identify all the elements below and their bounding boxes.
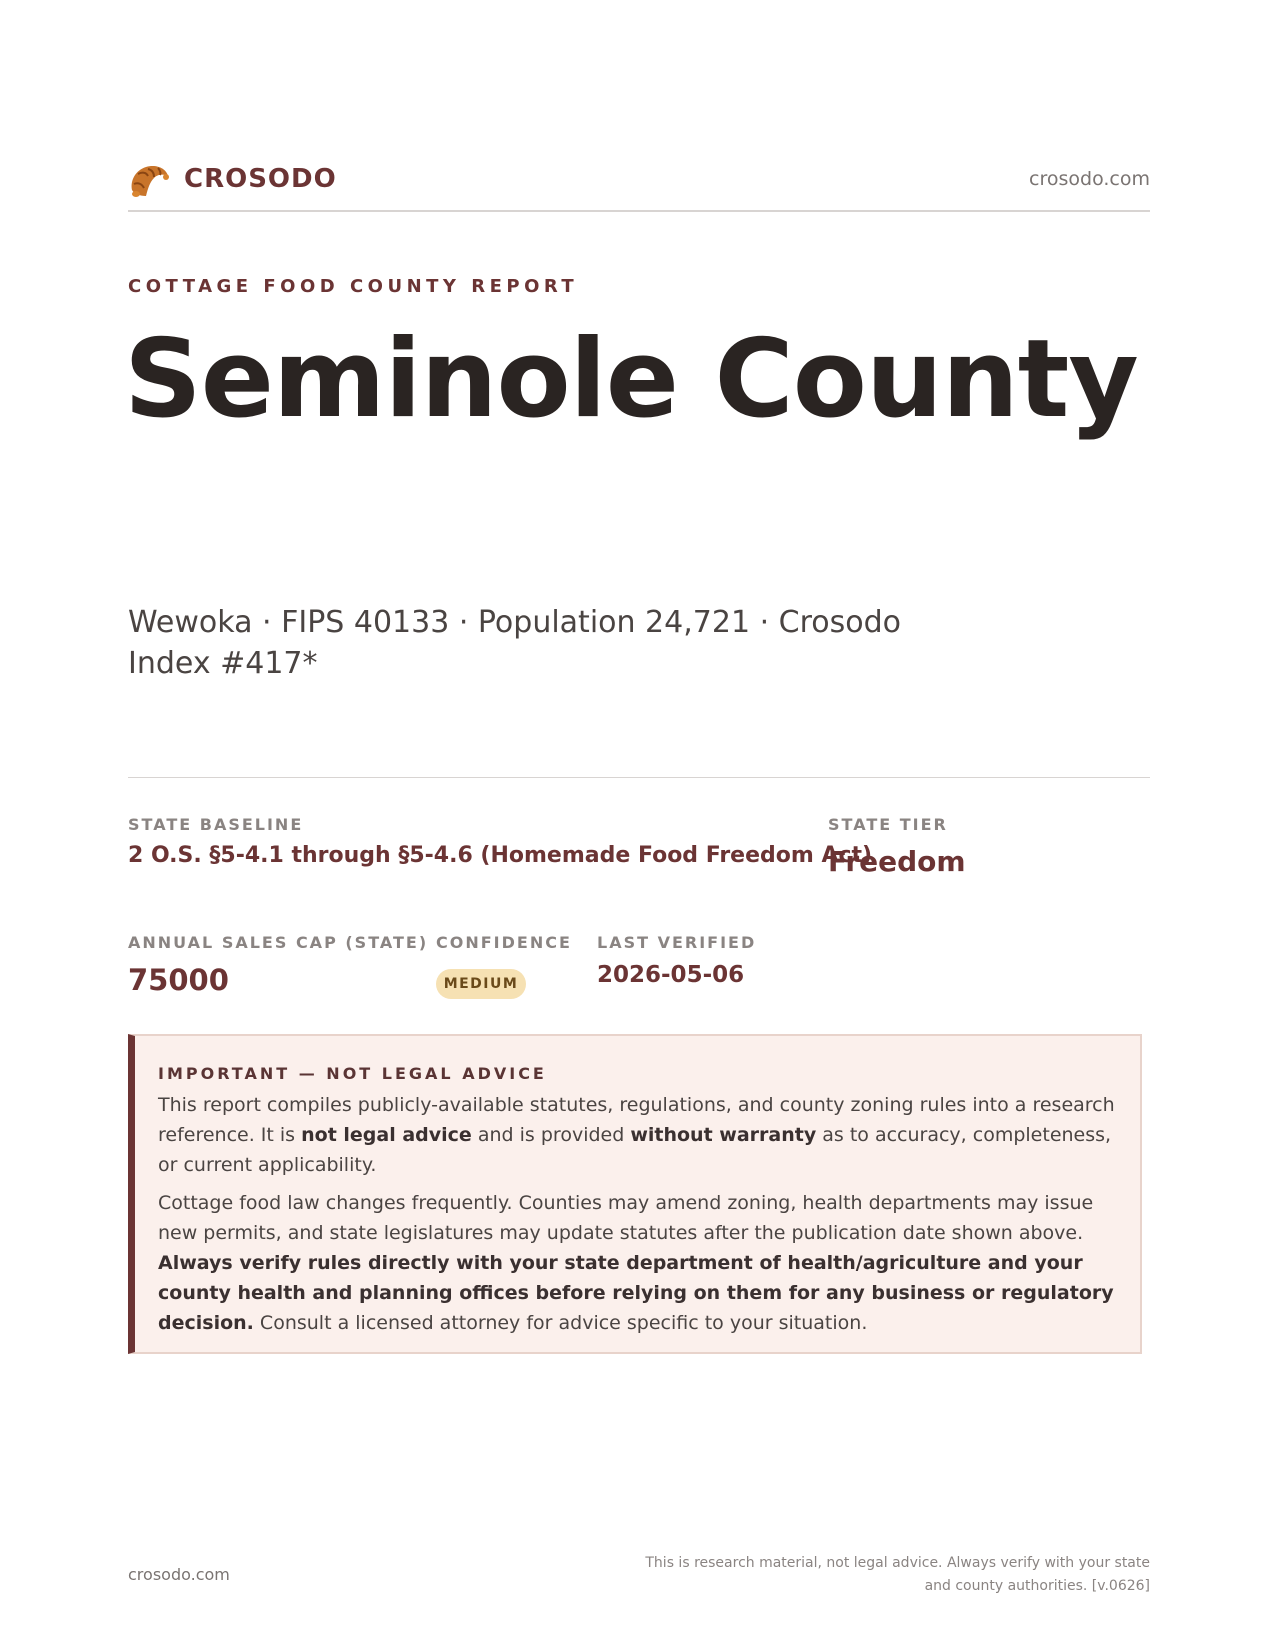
report-eyebrow: COTTAGE FOOD COUNTY REPORT <box>128 276 579 297</box>
footer-note: This is research material, not legal advice. Always verify with your state and county authorities. [v.0626] <box>645 1555 1150 1594</box>
brand-name: CROSODO <box>184 164 337 194</box>
legal-disclaimer-box <box>128 1034 1142 1354</box>
last-verified-label: LAST VERIFIED <box>597 933 757 952</box>
last-verified-value: 2026-05-06 <box>597 962 745 988</box>
disclaimer-emphasis: Always verify rules directly with your state department of health/agriculture and your county health and planning offices before relying on them for any business or regulatory decision. <box>158 1252 1114 1334</box>
state-baseline-value: 2 O.S. §5-4.1 through §5-4.6 (Homemade Food Freedom Act) <box>128 843 873 868</box>
confidence-badge: MEDIUM <box>436 969 526 999</box>
disclaimer-text: Consult a licensed attorney for advice specific to your situation. <box>253 1312 868 1334</box>
disclaimer-text: as to accuracy, completeness, or current applicability. <box>158 1124 1112 1176</box>
sales-cap-value: 75000 <box>128 963 229 997</box>
report-page <box>124 0 1150 1650</box>
footer-url[interactable]: crosodo.com <box>128 1565 230 1584</box>
state-tier-label: STATE TIER <box>828 815 948 834</box>
state-tier-value: Freedom <box>828 845 966 878</box>
disclaimer-heading: IMPORTANT — NOT LEGAL ADVICE <box>158 1064 547 1083</box>
disclaimer-paragraph-1 <box>158 1090 1118 1180</box>
header-divider <box>128 210 1150 212</box>
disclaimer-text: Cottage food law changes frequently. Counties may amend zoning, health departments may issue new permits, and state legislatures may update statutes after the publication date shown above. <box>158 1192 1094 1244</box>
disclaimer-paragraph-2 <box>158 1188 1118 1338</box>
disclaimer-emphasis: without warranty <box>630 1124 817 1146</box>
disclaimer-text: and is provided <box>471 1124 631 1146</box>
croissant-icon <box>128 160 170 200</box>
site-url-link[interactable]: crosodo.com <box>1029 168 1150 190</box>
disclaimer-text: This report compiles publicly-available statutes, regulations, and county zoning rules into a research reference. It is <box>158 1094 1115 1146</box>
county-title: Seminole County <box>124 317 1138 442</box>
confidence-label: CONFIDENCE <box>436 933 572 952</box>
sales-cap-label: ANNUAL SALES CAP (STATE) <box>128 933 429 952</box>
section-divider <box>128 777 1150 778</box>
state-baseline-label: STATE BASELINE <box>128 815 304 834</box>
disclaimer-emphasis: not legal advice <box>301 1124 472 1146</box>
county-summary: Wewoka · FIPS 40133 · Population 24,721 · Crosodo Index #417* <box>128 605 901 681</box>
brand-header <box>128 160 1150 200</box>
